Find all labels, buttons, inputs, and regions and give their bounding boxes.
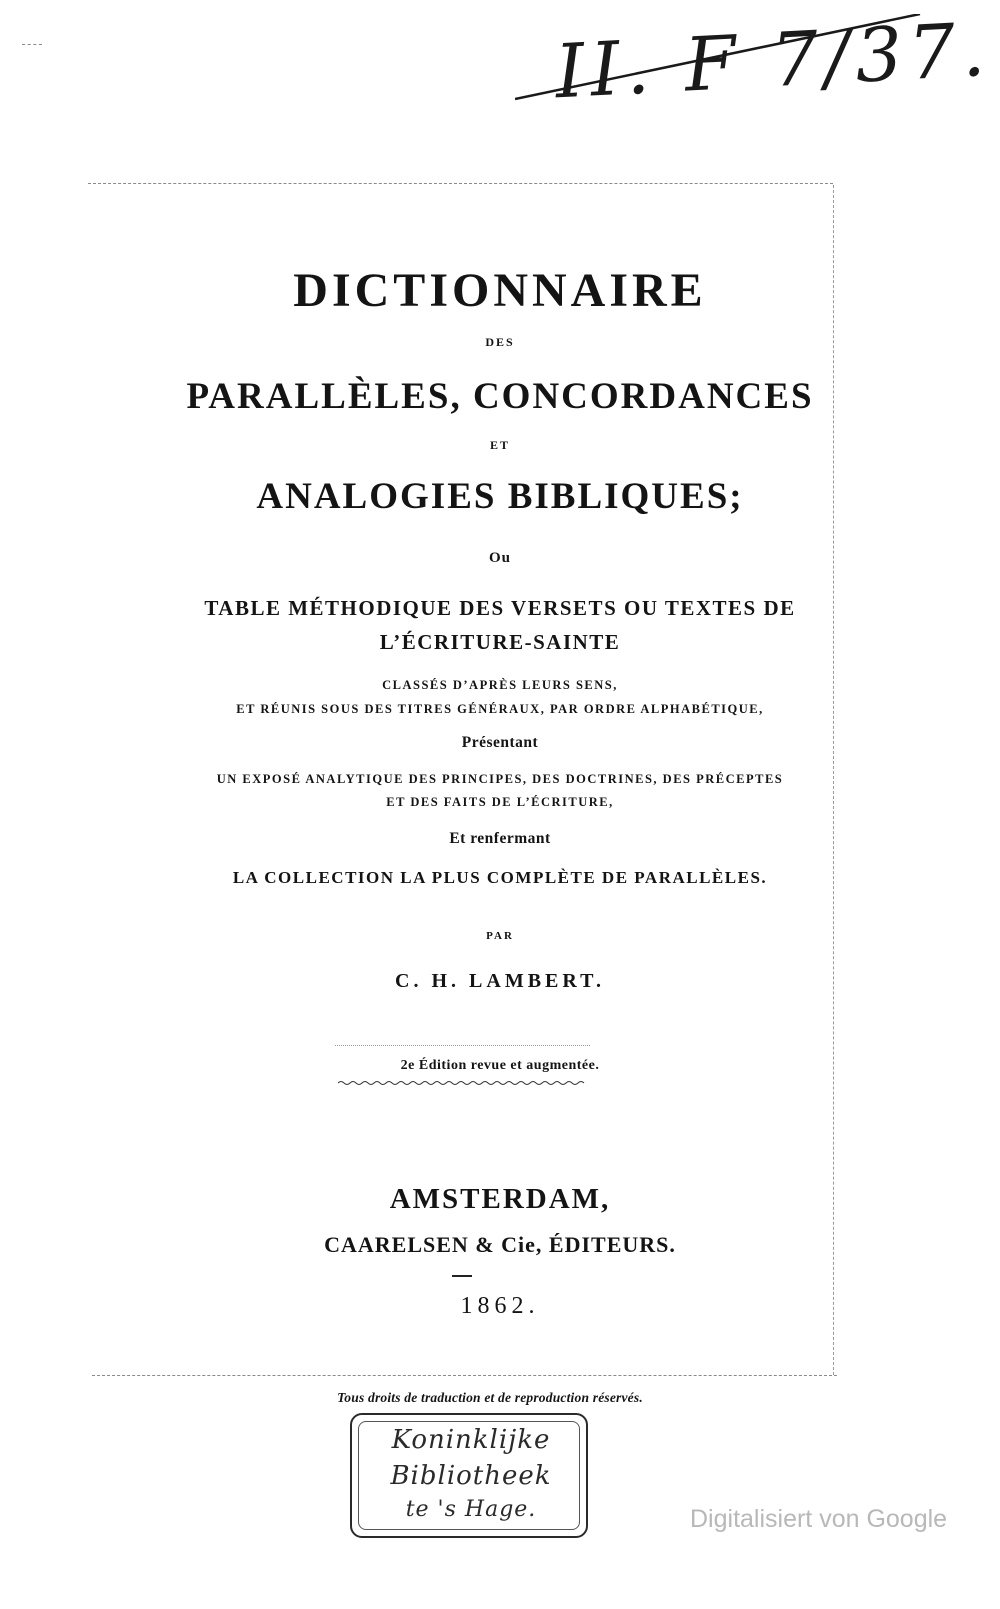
library-stamp (350, 1413, 588, 1538)
subtitle-line-1: PARALLÈLES, CONCORDANCES (186, 376, 814, 417)
margin-mark (22, 44, 42, 45)
expose-line-2: ET DES FAITS DE L’ÉCRITURE, (386, 795, 614, 809)
classes-line-1: CLASSÉS D’APRÈS LEURS SENS, (382, 678, 618, 692)
page-frame-bottom (92, 1375, 837, 1376)
shelfmark: II. F 7/37. (553, 6, 994, 116)
edition-note: 2e Édition revue et augmentée. (400, 1058, 600, 1073)
google-watermark: Digitalisiert von Google (690, 1505, 948, 1533)
imprint-publisher: CAARELSEN & Cie, ÉDITEURS. (324, 1232, 676, 1257)
imprint-dash (452, 1275, 472, 1277)
book-title: DICTIONNAIRE (293, 264, 707, 317)
description-line-1: TABLE MÉTHODIQUE DES VERSETS OU TEXTES DE (204, 596, 796, 620)
edition-rule-top (335, 1045, 590, 1046)
presentant-label: Présentant (461, 734, 539, 751)
renfermant-label: Et renfermant (449, 830, 551, 847)
shelfmark-strikethrough (515, 14, 935, 134)
classes-line-2: ET RÉUNIS SOUS DES TITRES GÉNÉRAUX, PAR ORDRE ALPHABÉTIQUE, (236, 702, 764, 716)
imprint-city: AMSTERDAM, (389, 1183, 611, 1215)
stamp-line-3: te 's Hage. (405, 1497, 537, 1522)
subtitle-line-2: ANALOGIES BIBLIQUES; (256, 476, 744, 517)
stamp-line-2: Bibliotheek (390, 1461, 552, 1491)
description-line-2: L’ÉCRITURE-SAINTE (379, 630, 621, 654)
imprint-year: 1862. (460, 1293, 540, 1319)
connector-des: DES (485, 335, 515, 349)
par-label: PAR (486, 930, 514, 942)
author-name: C. H. LAMBERT. (395, 970, 605, 992)
stamp-line-1: Koninklijke (391, 1425, 551, 1455)
edition-rule-wavy (338, 1080, 588, 1086)
collection-line: LA COLLECTION LA PLUS COMPLÈTE DE PARALLÈLES. (232, 868, 768, 887)
expose-line-1: UN EXPOSÉ ANALYTIQUE DES PRINCIPES, DES DOCTRINES, DES PRÉCEPTES (216, 772, 784, 786)
connector-et: ET (489, 438, 510, 452)
rights-notice: Tous droits de traduction et de reproduction réservés. (337, 1390, 643, 1405)
page-frame-top (88, 183, 833, 184)
connector-ou: Ou (488, 550, 511, 566)
